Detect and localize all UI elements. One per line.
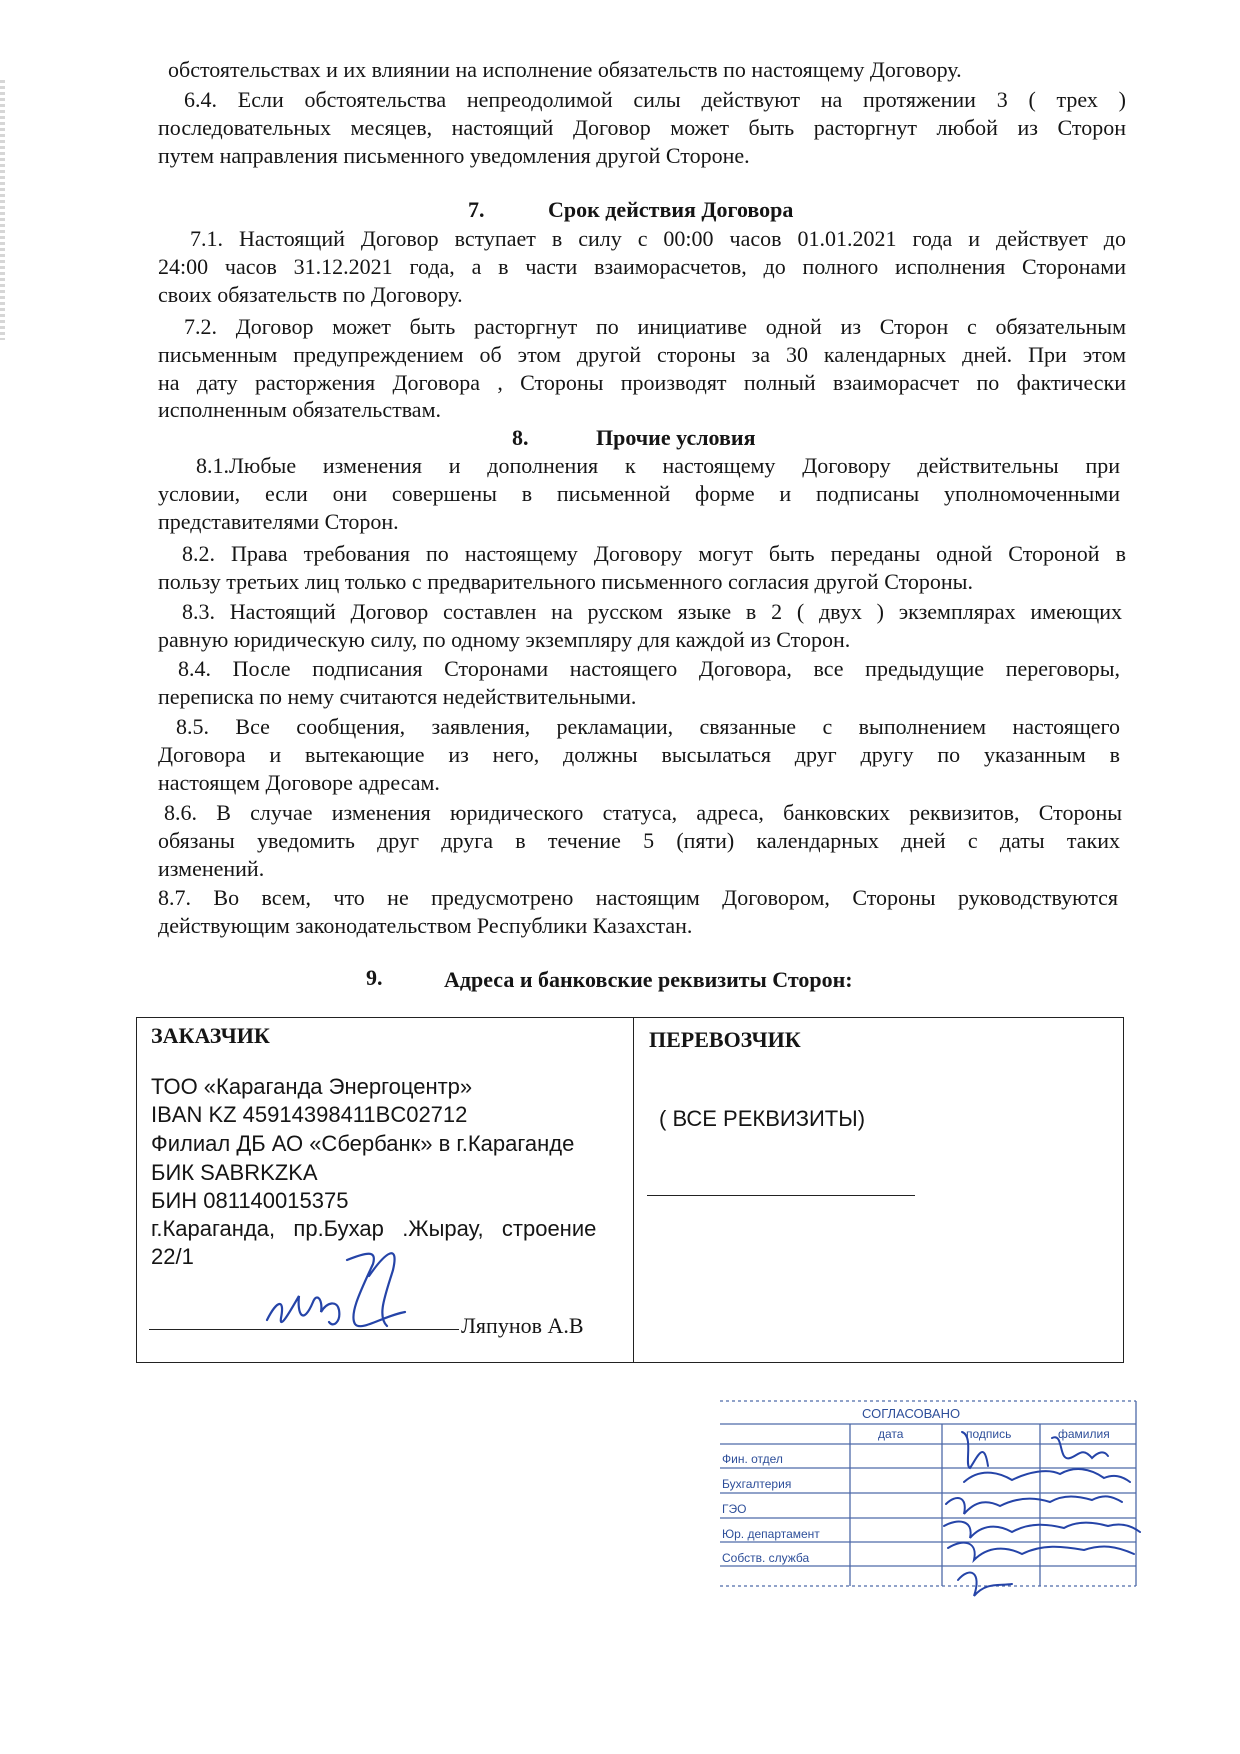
paragraph-line: 8.7. Во всем, что не предусмотрено настоящим Договором, Стороны руководствуются xyxy=(158,885,1118,910)
paragraph-line: условии, если они совершены в письменной форме и подписаны уполномоченными xyxy=(158,481,1120,506)
stamp-row-label: Фин. отдел xyxy=(722,1452,783,1466)
stamp-title: СОГЛАСОВАНО xyxy=(862,1406,961,1421)
customer-bank: Филиал ДБ АО «Сбербанк» в г.Караганде xyxy=(151,1131,575,1156)
paragraph-line: 8.6. В случае изменения юридического статуса, адреса, банковских реквизитов, Стороны xyxy=(164,800,1122,825)
customer-bin: БИН 081140015375 xyxy=(151,1188,349,1213)
section-title: Адреса и банковские реквизиты Сторон: xyxy=(444,967,853,992)
customer-iban: IBAN KZ 45914398411BC02712 xyxy=(151,1102,468,1127)
paragraph-line: путем направления письменного уведомления другой Стороне. xyxy=(158,143,750,168)
paragraph-line: 8.4. После подписания Сторонами настоящего Договора, все предыдущие переговоры, xyxy=(178,656,1120,681)
paragraph-line: 7.2. Договор может быть расторгнут по инициативе одной из Сторон с обязательным xyxy=(184,314,1126,339)
paragraph-line: 8.5. Все сообщения, заявления, рекламации, связанные с выполнением настоящего xyxy=(176,714,1120,739)
paragraph-line: письменным предупреждением об этом другой стороны за 30 календарных дней. При этом xyxy=(158,342,1126,367)
customer-bik: БИК SABRKZKA xyxy=(151,1160,318,1185)
customer-heading: ЗАКАЗЧИК xyxy=(151,1023,270,1048)
carrier-signature-line xyxy=(647,1195,915,1196)
stamp-column-surname: фамилия xyxy=(1058,1427,1110,1441)
paragraph-line: 8.2. Права требования по настоящему Договору могут быть переданы одной Стороной в xyxy=(182,541,1126,566)
paragraph-line: обстоятельствах и их влиянии на исполнение обязательств по настоящему Договору. xyxy=(168,57,962,82)
paragraph-line: равную юридическую силу, по одному экземпляру для каждой из Сторон. xyxy=(158,627,851,652)
paragraph-line: 24:00 часов 31.12.2021 года, а в части взаиморасчетов, до полного исполнения Сторонами xyxy=(158,254,1126,279)
paragraph-line: последовательных месяцев, настоящий Договор может быть расторгнут любой из Сторон xyxy=(158,115,1126,140)
paragraph-line: действующим законодательством Республики Казахстан. xyxy=(158,913,693,938)
scan-edge-mark xyxy=(0,80,5,340)
paragraph-line: 8.1.Любые изменения и дополнения к настоящему Договору действительны при xyxy=(196,453,1120,478)
paragraph-line: изменений. xyxy=(158,856,265,881)
customer-signatory: Ляпунов А.В xyxy=(461,1313,584,1338)
paragraph-line: 8.3. Настоящий Договор составлен на русском языке в 2 ( двух ) экземплярах имеющих xyxy=(182,599,1122,624)
paragraph-line: 7.1. Настоящий Договор вступает в силу с 00:00 часов 01.01.2021 года и действует до xyxy=(190,226,1126,251)
paragraph-line: исполненным обязательствам. xyxy=(158,397,441,422)
paragraph-line: своих обязательств по Договору. xyxy=(158,282,463,307)
customer-signature-line xyxy=(149,1329,459,1330)
stamp-row-label: Бухгалтерия xyxy=(722,1477,792,1491)
column-divider xyxy=(633,1018,634,1362)
customer-address: г.Караганда, пр.Бухар .Жырау, строение xyxy=(151,1216,597,1241)
paragraph-line: настоящем Договоре адресам. xyxy=(158,770,440,795)
approval-signatures-icon xyxy=(712,1396,1142,1614)
stamp-column-date: дата xyxy=(878,1427,904,1441)
customer-name: ТОО «Караганда Энергоцентр» xyxy=(151,1074,473,1099)
paragraph-line: 6.4. Если обстоятельства непреодолимой силы действуют на протяжении 3 ( трех ) xyxy=(184,87,1126,112)
requisites-table xyxy=(136,1017,1124,1363)
stamp-column-signature: подпись xyxy=(966,1427,1012,1441)
section-number: 8. xyxy=(512,425,529,450)
stamp-row-label: Собств. служба xyxy=(722,1551,810,1565)
approval-stamp xyxy=(712,1396,1142,1614)
carrier-heading: ПЕРЕВОЗЧИК xyxy=(649,1027,801,1052)
section-number: 9. xyxy=(366,965,383,990)
paragraph-line: представителями Сторон. xyxy=(158,509,399,534)
paragraph-line: на дату расторжения Договора , Стороны производят полный взаиморасчет по фактически xyxy=(158,370,1126,395)
section-number: 7. xyxy=(468,197,485,222)
stamp-row-label: ГЭО xyxy=(722,1502,747,1516)
paragraph-line: пользу третьих лиц только с предварительного письменного согласия другой Стороны. xyxy=(158,569,973,594)
customer-address-building: 22/1 xyxy=(151,1244,194,1269)
paragraph-line: обязаны уведомить друг друга в течение 5 (пяти) календарных дней с даты таких xyxy=(158,828,1120,853)
stamp-row-label: Юр. департамент xyxy=(722,1527,820,1541)
paragraph-line: переписка по нему считаются недействительными. xyxy=(158,684,637,709)
customer-signature-icon xyxy=(237,1240,437,1350)
carrier-details: ( ВСЕ РЕКВИЗИТЫ) xyxy=(659,1106,866,1131)
section-title: Прочие условия xyxy=(596,425,756,450)
section-title: Срок действия Договора xyxy=(548,197,794,222)
paragraph-line: Договора и вытекающие из него, должны высылаться друг другу по указанным в xyxy=(158,742,1120,767)
